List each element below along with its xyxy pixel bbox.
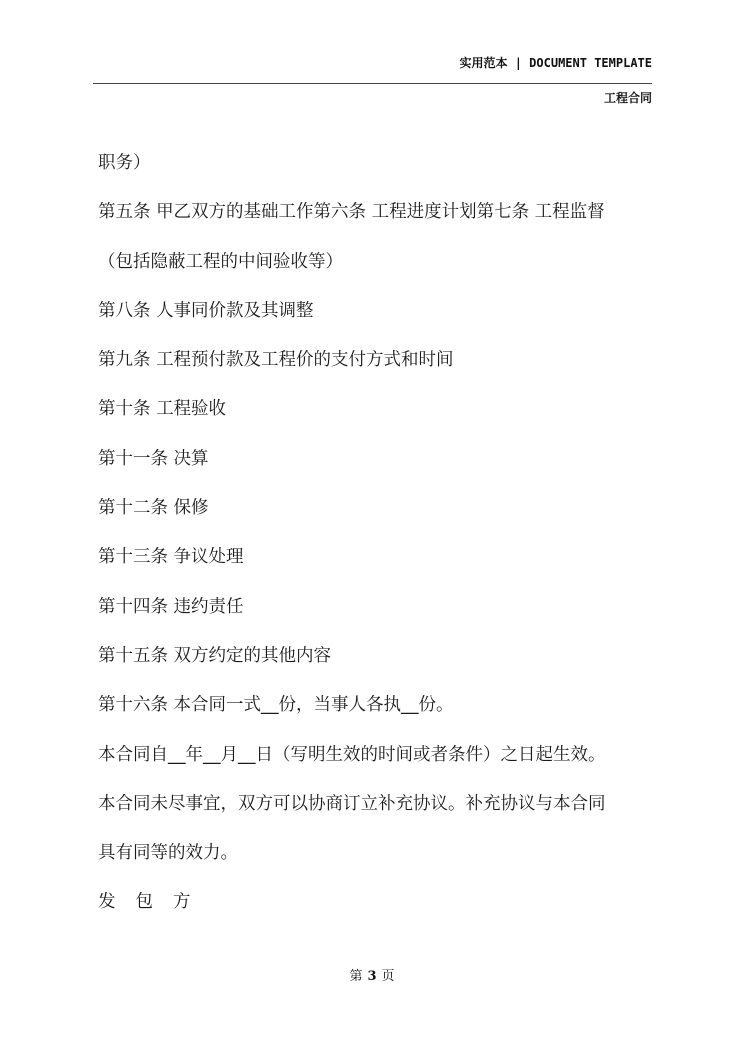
- body-line: （包括隐蔽工程的中间验收等）: [98, 251, 343, 272]
- page-number-value: 3: [367, 969, 377, 984]
- body-line: 第八条 人事同价款及其调整: [98, 300, 314, 321]
- body-line: 本合同未尽事宜，双方可以协商订立补充协议。补充协议与本合同: [98, 793, 606, 814]
- body-line: 第十五条 双方约定的其他内容: [98, 645, 332, 666]
- body-line: 第十三条 争议处理: [98, 547, 244, 568]
- signature-label-contractor: 发包方: [98, 892, 211, 913]
- body-line: 具有同等的效力。: [98, 843, 238, 864]
- header-document-type: 工程合同: [603, 91, 652, 105]
- body-line: 本合同自__年__月__日（写明生效的时间或者条件）之日起生效。: [98, 744, 606, 765]
- body-line: 第五条 甲乙双方的基础工作第六条 工程进度计划第七条 工程监督: [98, 202, 605, 223]
- page-number-prefix: 第: [349, 969, 363, 984]
- header-document-template: 实用范本 | DOCUMENT TEMPLATE: [459, 56, 652, 70]
- body-line: 第十四条 违约责任: [98, 596, 244, 617]
- body-line: 第十二条 保修: [98, 498, 209, 519]
- body-line: 第十一条 决算: [98, 448, 209, 469]
- page-number: [0, 965, 744, 984]
- body-line: 职务）: [98, 153, 151, 173]
- page-number-suffix: 页: [381, 969, 395, 984]
- body-line: 第九条 工程预付款及工程价的支付方式和时间: [98, 350, 454, 371]
- header-divider: [93, 83, 652, 84]
- body-line: 第十六条 本合同一式__份，当事人各执__份。: [98, 695, 454, 716]
- body-line: 第十条 工程验收: [98, 399, 227, 420]
- document-body: [98, 139, 656, 928]
